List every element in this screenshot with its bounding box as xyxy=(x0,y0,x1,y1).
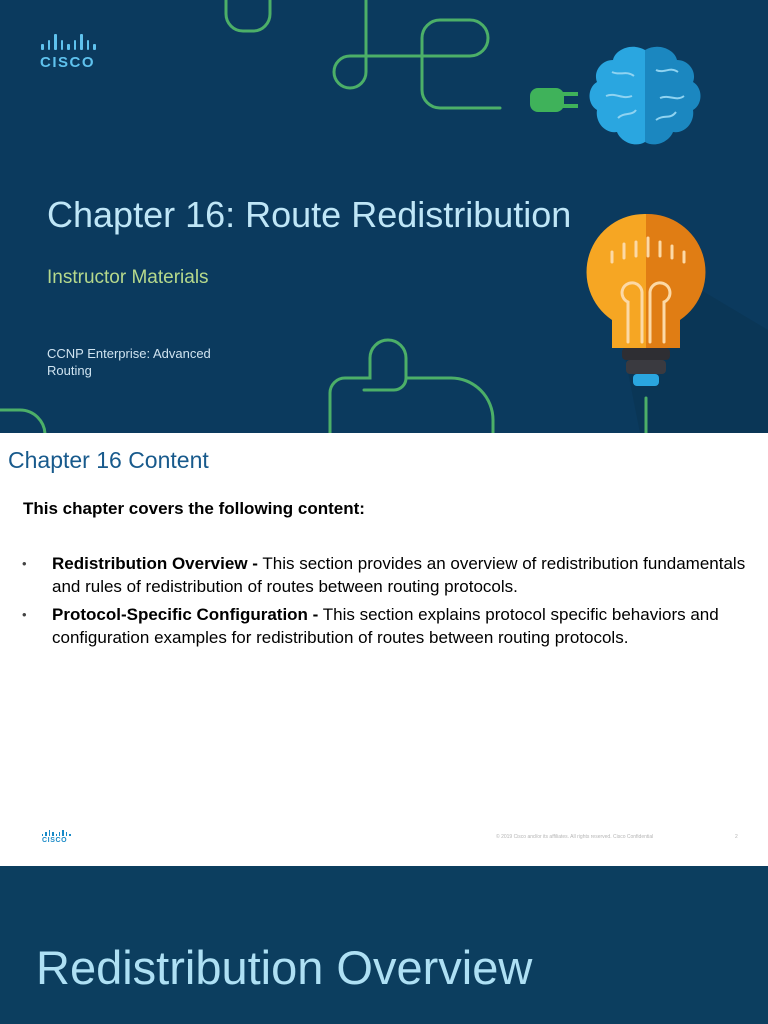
content-title: Chapter 16 Content xyxy=(8,447,209,473)
copyright-text: © 2019 Cisco and/or its affiliates. All rights reserved. Cisco Confidential xyxy=(496,834,654,840)
bullet-icon: • xyxy=(22,607,27,622)
footer-cisco-logo-icon xyxy=(42,830,74,844)
slide-title: Chapter 16: Route Redistribution xyxy=(47,194,572,235)
section-slide xyxy=(0,866,768,1024)
section-title: Redistribution Overview xyxy=(36,941,533,994)
logo-wordmark: CISCO xyxy=(40,54,96,71)
title-slide xyxy=(0,0,768,433)
bullet-heading: Redistribution Overview - xyxy=(52,554,258,573)
bullet-text: This section explains protocol specific behaviors and configuration examples for redistribution of routes between routing protocols. xyxy=(52,605,719,647)
content-intro: This chapter covers the following content: xyxy=(23,499,365,518)
slide-subtitle: Instructor Materials xyxy=(47,267,209,288)
bullet-item xyxy=(22,603,752,649)
footer-logo-wordmark: CISCO xyxy=(42,837,68,844)
course-name: CCNP Enterprise: Advanced Routing xyxy=(47,346,211,378)
content-slide xyxy=(0,433,768,866)
bullet-item xyxy=(22,552,752,598)
cisco-logo-icon xyxy=(40,34,110,74)
content-bullet-list xyxy=(22,552,752,654)
plug-icon xyxy=(530,88,578,112)
brain-icon xyxy=(590,47,701,145)
page-number: 2 xyxy=(735,834,738,840)
bullet-heading: Protocol-Specific Configuration - xyxy=(52,605,319,624)
bullet-text: This section provides an overview of redistribution fundamentals and rules of redistribution of routes between routing protocols. xyxy=(52,554,746,596)
bullet-icon: • xyxy=(22,556,27,571)
